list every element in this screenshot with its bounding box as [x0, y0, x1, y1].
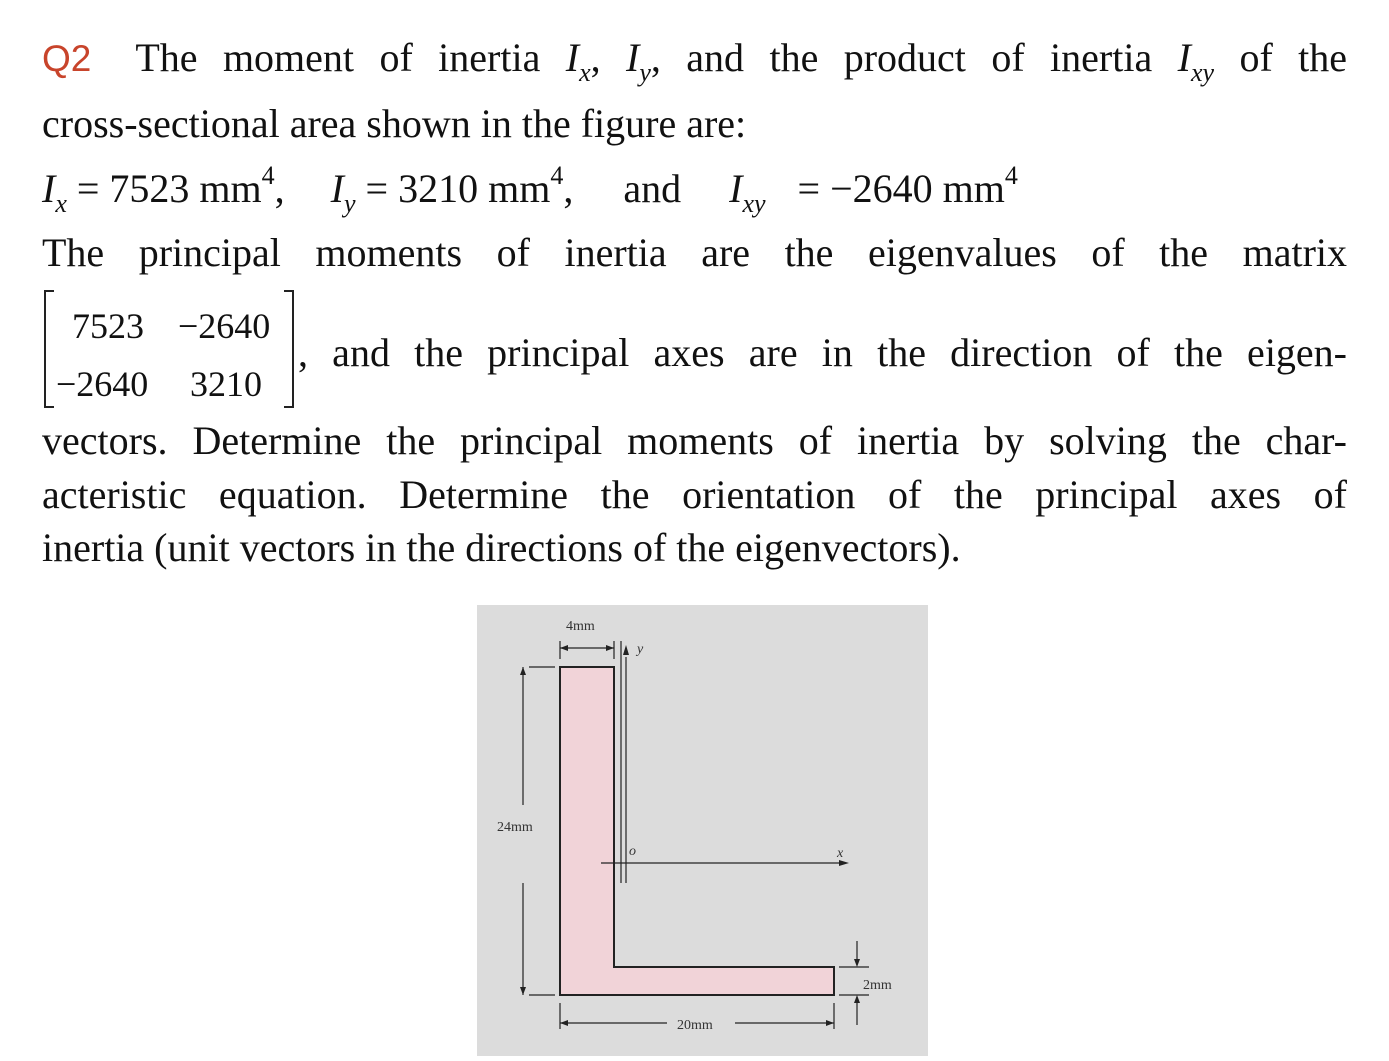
inertia-matrix — [44, 290, 294, 408]
matrix-a12: −2640 — [178, 306, 271, 346]
and-word: and — [623, 166, 682, 211]
iy-value-symbol: I — [330, 166, 344, 211]
l-section-shape — [560, 667, 834, 995]
dim-top-label: 4mm — [566, 619, 595, 634]
question-label: Q2 — [42, 38, 92, 79]
paragraph-line-3: inertia (unit vectors in the directions of the eigenvectors). — [42, 525, 961, 570]
ixy-value: = −2640 mm — [797, 166, 1005, 211]
iy-symbol: I — [626, 35, 640, 80]
y-axis-label: y — [637, 642, 644, 657]
principal-line: The principal moments of inertia are the eigenvalues of the matrix — [42, 230, 1347, 275]
ix-value-subscript: x — [55, 189, 67, 218]
x-axis-label: x — [837, 846, 844, 861]
question-mid: , and the product of inertia — [650, 35, 1153, 80]
ixy-value-subscript: xy — [742, 189, 766, 218]
matrix-a11: 7523 — [72, 306, 144, 346]
matrix-right-bracket — [284, 290, 294, 408]
matrix-left-bracket — [44, 290, 54, 408]
iy-subscript: y — [639, 58, 651, 87]
values-line: $I_x = 7523$ $mm^4$, $I_y = 3210$ $mm^4$, and $I_{xy} = -2640$ $mm^4$ — [42, 161, 1018, 218]
iy-exponent: 4 — [550, 161, 564, 190]
ixy-subscript: xy — [1190, 58, 1215, 87]
ixy-value-symbol: I — [729, 166, 743, 211]
question-intro: The moment of inertia — [135, 35, 541, 80]
ix-exponent: 4 — [261, 161, 275, 190]
ix-symbol: I — [565, 35, 580, 80]
origin-label: o — [629, 844, 636, 859]
matrix-a21: −2640 — [56, 364, 149, 404]
ix-subscript: x — [579, 58, 591, 87]
after-matrix-line: , and the principal axes are in the direction of the eigen- — [298, 330, 1347, 375]
paragraph-line-1: vectors. Determine the principal moments of inertia by solving the char- — [42, 418, 1347, 463]
dim-bottom-label: 20mm — [677, 1018, 713, 1033]
matrix-a22: 3210 — [190, 364, 262, 404]
question-line-2: cross-sectional area shown in the figure are: — [42, 101, 747, 146]
ixy-exponent: 4 — [1004, 161, 1018, 190]
iy-value-subscript: y — [344, 189, 356, 218]
dim-left-label: 24mm — [497, 820, 533, 835]
question-tail: of the — [1239, 35, 1348, 80]
ixy-symbol: I — [1177, 35, 1191, 80]
question-line-1: Q2 The moment of inertia $I_x$, $I_y$, and the product of inertia $I_{xy}$ of the — [42, 35, 1348, 87]
cross-section-figure — [477, 605, 928, 1056]
ix-value: = 7523 mm — [76, 166, 262, 211]
dim-right-label: 2mm — [863, 978, 892, 993]
paragraph-line-2: acteristic equation. Determine the orientation of the principal axes of — [42, 472, 1347, 517]
l-section-diagram — [477, 605, 928, 1056]
ix-value-symbol: I — [42, 166, 56, 211]
iy-value: = 3210 mm — [365, 166, 551, 211]
